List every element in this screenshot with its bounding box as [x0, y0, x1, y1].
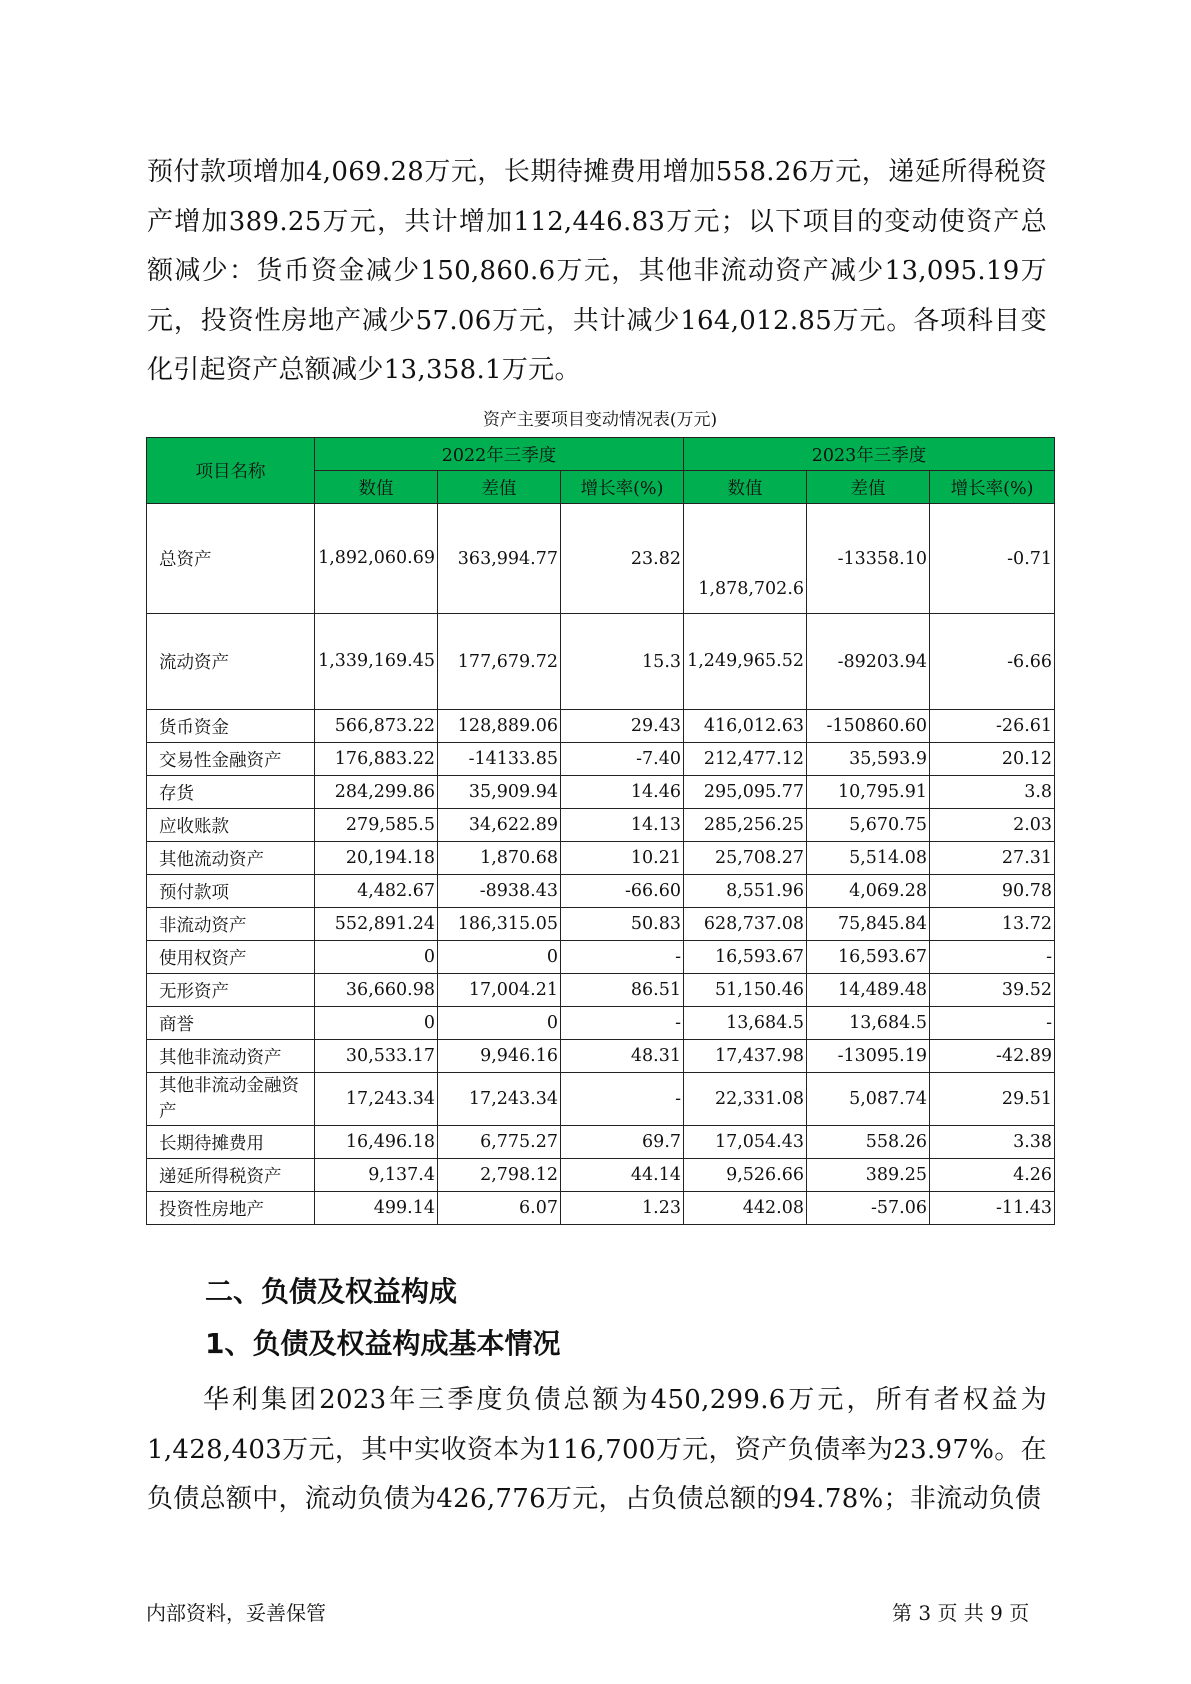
cell-rate-2022: 44.14	[561, 1159, 684, 1192]
cell-value-2022: 284,299.86	[315, 776, 438, 809]
table-row	[147, 504, 1055, 614]
intro-paragraph: 预付款项增加4,069.28万元，长期待摊费用增加558.26万元，递延所得税资产增加389.25万元，共计增加112,446.83万元；以下项目的变动使资产总额减少：货币资金减少150,860.6万元，其他非流动资产减少13,095.19万元，投资性房地产减少57.06万元，共计减少164,012.85万元。各项科目变化引起资产总额减少13,358.1万元。	[147, 157, 1047, 385]
cell-value-2023: 442.08	[684, 1192, 807, 1225]
cell-diff-2023: -150860.60	[807, 710, 930, 743]
cell-value-2022: 4,482.67	[315, 875, 438, 908]
cell-rate-2022: 48.31	[561, 1040, 684, 1073]
cell-diff-2023: 10,795.91	[807, 776, 930, 809]
cell-item-name: 投资性房地产	[147, 1192, 315, 1225]
cell-value-2023: 25,708.27	[684, 842, 807, 875]
cell-diff-2023: 35,593.9	[807, 743, 930, 776]
table-row	[147, 809, 1055, 842]
cell-diff-2022: 9,946.16	[438, 1040, 561, 1073]
cell-rate-2022: 10.21	[561, 842, 684, 875]
cell-diff-2022: -14133.85	[438, 743, 561, 776]
column-header-value-2022: 数值	[315, 471, 438, 504]
cell-value-2022: 0	[315, 941, 438, 974]
cell-value-2023: 1,878,702.6	[684, 504, 807, 614]
cell-diff-2022: 6.07	[438, 1192, 561, 1225]
cell-diff-2023: 4,069.28	[807, 875, 930, 908]
cell-diff-2023: 14,489.48	[807, 974, 930, 1007]
cell-rate-2022: 50.83	[561, 908, 684, 941]
cell-diff-2022: 35,909.94	[438, 776, 561, 809]
cell-value-2023: 1,249,965.52	[684, 614, 807, 710]
table-row	[147, 875, 1055, 908]
cell-rate-2022: 14.46	[561, 776, 684, 809]
cell-rate-2022: 15.3	[561, 614, 684, 710]
cell-value-2023: 13,684.5	[684, 1007, 807, 1040]
cell-value-2022: 552,891.24	[315, 908, 438, 941]
cell-rate-2023: 13.72	[930, 908, 1055, 941]
cell-rate-2023: 4.26	[930, 1159, 1055, 1192]
cell-diff-2022: 6,775.27	[438, 1126, 561, 1159]
cell-rate-2023: 2.03	[930, 809, 1055, 842]
cell-value-2023: 22,331.08	[684, 1073, 807, 1126]
cell-diff-2023: -13358.10	[807, 504, 930, 614]
cell-diff-2022: 1,870.68	[438, 842, 561, 875]
cell-value-2023: 212,477.12	[684, 743, 807, 776]
cell-value-2022: 20,194.18	[315, 842, 438, 875]
table-row	[147, 614, 1055, 710]
cell-diff-2023: 75,845.84	[807, 908, 930, 941]
column-header-value-2023: 数值	[684, 471, 807, 504]
section-heading: 二、负债及权益构成	[205, 1275, 458, 1308]
cell-value-2022: 17,243.34	[315, 1073, 438, 1126]
cell-value-2023: 295,095.77	[684, 776, 807, 809]
cell-diff-2022: 2,798.12	[438, 1159, 561, 1192]
column-header-rate-2022: 增长率(%)	[561, 471, 684, 504]
cell-rate-2022: 14.13	[561, 809, 684, 842]
cell-rate-2022: 29.43	[561, 710, 684, 743]
cell-value-2022: 566,873.22	[315, 710, 438, 743]
cell-item-name: 商誉	[147, 1007, 315, 1040]
liabilities-paragraph: 华利集团2023年三季度负债总额为450,299.6万元，所有者权益为1,428,403万元，其中实收资本为116,700万元，资产负债率为23.97%。在负债总额中，流动负债为426,776万元，占负债总额的94.78%；非流动负债	[147, 1385, 1047, 1514]
table-row	[147, 908, 1055, 941]
cell-item-name: 其他非流动金融资产	[147, 1073, 315, 1126]
cell-value-2022: 176,883.22	[315, 743, 438, 776]
table-row	[147, 941, 1055, 974]
cell-rate-2022: -	[561, 1073, 684, 1126]
table-row	[147, 743, 1055, 776]
column-header-diff-2023: 差值	[807, 471, 930, 504]
table-row	[147, 710, 1055, 743]
cell-value-2023: 16,593.67	[684, 941, 807, 974]
column-header-2022q3: 2022年三季度	[315, 438, 684, 471]
cell-value-2023: 628,737.08	[684, 908, 807, 941]
cell-rate-2023: 3.38	[930, 1126, 1055, 1159]
cell-rate-2023: 20.12	[930, 743, 1055, 776]
cell-value-2022: 499.14	[315, 1192, 438, 1225]
cell-diff-2023: 13,684.5	[807, 1007, 930, 1040]
subsection-heading: 1、负债及权益构成基本情况	[205, 1327, 561, 1360]
cell-value-2022: 36,660.98	[315, 974, 438, 1007]
cell-item-name: 预付款项	[147, 875, 315, 908]
cell-value-2023: 8,551.96	[684, 875, 807, 908]
cell-value-2023: 285,256.25	[684, 809, 807, 842]
cell-diff-2023: -13095.19	[807, 1040, 930, 1073]
cell-diff-2022: 186,315.05	[438, 908, 561, 941]
cell-item-name: 应收账款	[147, 809, 315, 842]
cell-rate-2022: -66.60	[561, 875, 684, 908]
cell-value-2022: 16,496.18	[315, 1126, 438, 1159]
column-header-2023q3: 2023年三季度	[684, 438, 1055, 471]
cell-diff-2022: 128,889.06	[438, 710, 561, 743]
table-row	[147, 1073, 1055, 1126]
cell-item-name: 非流动资产	[147, 908, 315, 941]
cell-value-2022: 279,585.5	[315, 809, 438, 842]
cell-diff-2023: 5,087.74	[807, 1073, 930, 1126]
cell-diff-2023: -89203.94	[807, 614, 930, 710]
cell-diff-2022: 34,622.89	[438, 809, 561, 842]
cell-rate-2022: -	[561, 941, 684, 974]
cell-value-2022: 1,339,169.45	[315, 614, 438, 710]
cell-diff-2023: -57.06	[807, 1192, 930, 1225]
cell-rate-2023: -11.43	[930, 1192, 1055, 1225]
cell-diff-2022: 17,243.34	[438, 1073, 561, 1126]
cell-diff-2023: 5,514.08	[807, 842, 930, 875]
asset-change-table	[146, 437, 1055, 1225]
cell-item-name: 总资产	[147, 504, 315, 614]
table-row	[147, 776, 1055, 809]
cell-value-2022: 1,892,060.69	[315, 504, 438, 614]
table-row	[147, 842, 1055, 875]
column-header-item-name: 项目名称	[147, 438, 315, 504]
cell-rate-2023: -	[930, 941, 1055, 974]
cell-item-name: 交易性金融资产	[147, 743, 315, 776]
column-header-rate-2023: 增长率(%)	[930, 471, 1055, 504]
cell-rate-2023: 3.8	[930, 776, 1055, 809]
table-row	[147, 1192, 1055, 1225]
cell-rate-2023: 27.31	[930, 842, 1055, 875]
cell-item-name: 存货	[147, 776, 315, 809]
cell-rate-2023: -	[930, 1007, 1055, 1040]
cell-rate-2022: 23.82	[561, 504, 684, 614]
cell-diff-2022: 0	[438, 941, 561, 974]
cell-rate-2022: 69.7	[561, 1126, 684, 1159]
cell-item-name: 长期待摊费用	[147, 1126, 315, 1159]
cell-diff-2022: 0	[438, 1007, 561, 1040]
table-row	[147, 1159, 1055, 1192]
cell-item-name: 其他非流动资产	[147, 1040, 315, 1073]
table-caption: 资产主要项目变动情况表(万元)	[482, 410, 718, 430]
cell-value-2022: 0	[315, 1007, 438, 1040]
cell-diff-2022: 177,679.72	[438, 614, 561, 710]
cell-rate-2023: -6.66	[930, 614, 1055, 710]
cell-rate-2023: 29.51	[930, 1073, 1055, 1126]
cell-rate-2022: 1.23	[561, 1192, 684, 1225]
cell-rate-2023: -42.89	[930, 1040, 1055, 1073]
cell-rate-2022: -	[561, 1007, 684, 1040]
cell-value-2023: 17,054.43	[684, 1126, 807, 1159]
cell-item-name: 其他流动资产	[147, 842, 315, 875]
cell-value-2023: 416,012.63	[684, 710, 807, 743]
cell-value-2022: 30,533.17	[315, 1040, 438, 1073]
cell-item-name: 递延所得税资产	[147, 1159, 315, 1192]
cell-rate-2023: -26.61	[930, 710, 1055, 743]
cell-rate-2023: -0.71	[930, 504, 1055, 614]
footer-page-number: 第 3 页 共 9 页	[892, 1601, 1030, 1625]
cell-rate-2023: 90.78	[930, 875, 1055, 908]
cell-value-2023: 51,150.46	[684, 974, 807, 1007]
cell-value-2023: 17,437.98	[684, 1040, 807, 1073]
cell-rate-2022: -7.40	[561, 743, 684, 776]
table-row	[147, 974, 1055, 1007]
cell-diff-2023: 558.26	[807, 1126, 930, 1159]
cell-diff-2023: 389.25	[807, 1159, 930, 1192]
footer-confidential-note: 内部资料，妥善保管	[146, 1601, 326, 1625]
cell-diff-2022: 363,994.77	[438, 504, 561, 614]
table-row	[147, 1007, 1055, 1040]
table-row	[147, 1040, 1055, 1073]
cell-diff-2023: 16,593.67	[807, 941, 930, 974]
cell-rate-2023: 39.52	[930, 974, 1055, 1007]
cell-diff-2023: 5,670.75	[807, 809, 930, 842]
cell-item-name: 货币资金	[147, 710, 315, 743]
cell-value-2022: 9,137.4	[315, 1159, 438, 1192]
column-header-diff-2022: 差值	[438, 471, 561, 504]
cell-value-2023: 9,526.66	[684, 1159, 807, 1192]
cell-diff-2022: -8938.43	[438, 875, 561, 908]
table-row	[147, 1126, 1055, 1159]
cell-rate-2022: 86.51	[561, 974, 684, 1007]
cell-diff-2022: 17,004.21	[438, 974, 561, 1007]
cell-item-name: 使用权资产	[147, 941, 315, 974]
cell-item-name: 流动资产	[147, 614, 315, 710]
cell-item-name: 无形资产	[147, 974, 315, 1007]
